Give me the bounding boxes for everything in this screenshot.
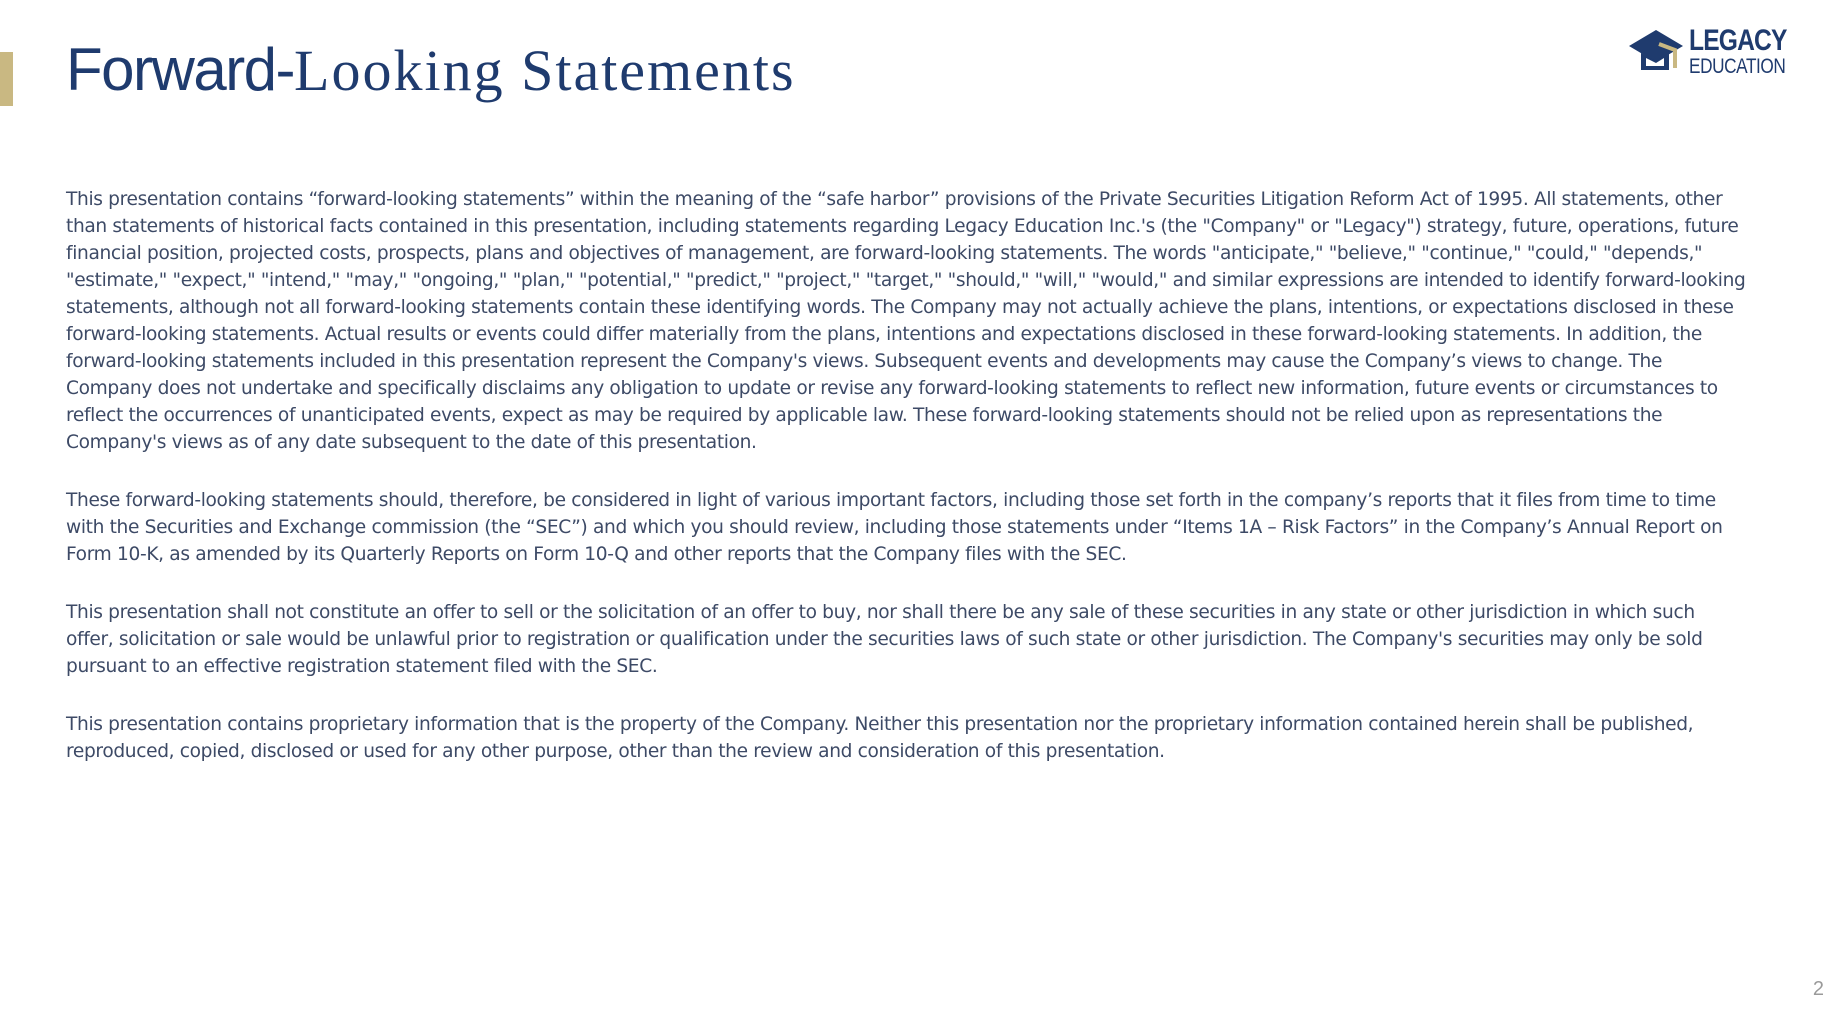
paragraph-risk-factors: These forward-looking statements should, therefore, be considered in light of various important factors, including those set forth in the company’s reports that it files from time to time with the Securities and Exchange commission (the “SEC”) and which you should review, including those statements under “Items 1A – Risk Factors” in the Company’s Annual Report on Form 10-K, as amended by its Quarterly Reports on Form 10-Q and other reports that the Company files with the SEC. [66,490,1723,565]
page-title-part2: Looking Statements [294,38,796,103]
paragraph-no-offer: This presentation shall not constitute an offer to sell or the solicitation of an offer to buy, nor shall there be any sale of these securities in any state or other jurisdiction in which such offer, solicitation or sale would be unlawful prior to registration or qualification under the securities laws of such state or other jurisdiction. The Company's securities may only be sold pursuant to an effective registration statement filed with the SEC. [66,602,1703,677]
page-title-part1: Forward- [66,36,295,103]
graduation-cap-icon [1629,28,1683,74]
paragraph-proprietary: This presentation contains proprietary information that is the property of the Company. Neither this presentation nor the proprietary information contained herein shall be published, reproduced, copied, disclosed or used for any other purpose, other than the review and consideration of this presentation. [66,714,1694,762]
logo-line-legacy: LEGACY [1689,24,1787,57]
paragraph-forward-looking: This presentation contains “forward-looking statements” within the meaning of the “safe harbor” provisions of the Private Securities Litigation Reform Act of 1995. All statements, other than statements of historical facts contained in this presentation, including statements regarding Legacy Education Inc.'s (the "Company" or "Legacy") strategy, future, operations, future financial position, projected costs, prospects, plans and objectives of management, are forward-looking statements. The words "anticipate," "believe," "continue," "could," "depends," "estimate," "expect," "intend," "may," "ongoing," "plan," "potential," "predict," "project," "target," "should," "will," "would," and similar expressions are intended to identify forward-looking statements, although not all forward-looking statements contain these identifying words. The Company may not actually achieve the plans, intentions, or expectations disclosed in these forward-looking statements. Actual results or events could differ materially from the plans, intentions and expectations disclosed in these forward-looking statements. In addition, the forward-looking statements included in this presentation represent the Company's views. Subsequent events and developments may cause the Company’s views to change. The Company does not undertake and specifically disclaims any obligation to update or revise any forward-looking statements to reflect new information, future events or circumstances to reflect the occurrences of unanticipated events, expect as may be required by applicable law. These forward-looking statements should not be relied upon as representations the Company's views as of any date subsequent to the date of this presentation. [66,189,1746,453]
logo-line-education: EDUCATION [1689,55,1786,78]
disclaimer-body [66,186,1746,796]
title-accent-bar [0,52,13,106]
logo-wordmark [1689,26,1808,77]
page-title [66,36,796,103]
company-logo [1629,26,1817,82]
page-number: 2 [1812,978,1824,1000]
